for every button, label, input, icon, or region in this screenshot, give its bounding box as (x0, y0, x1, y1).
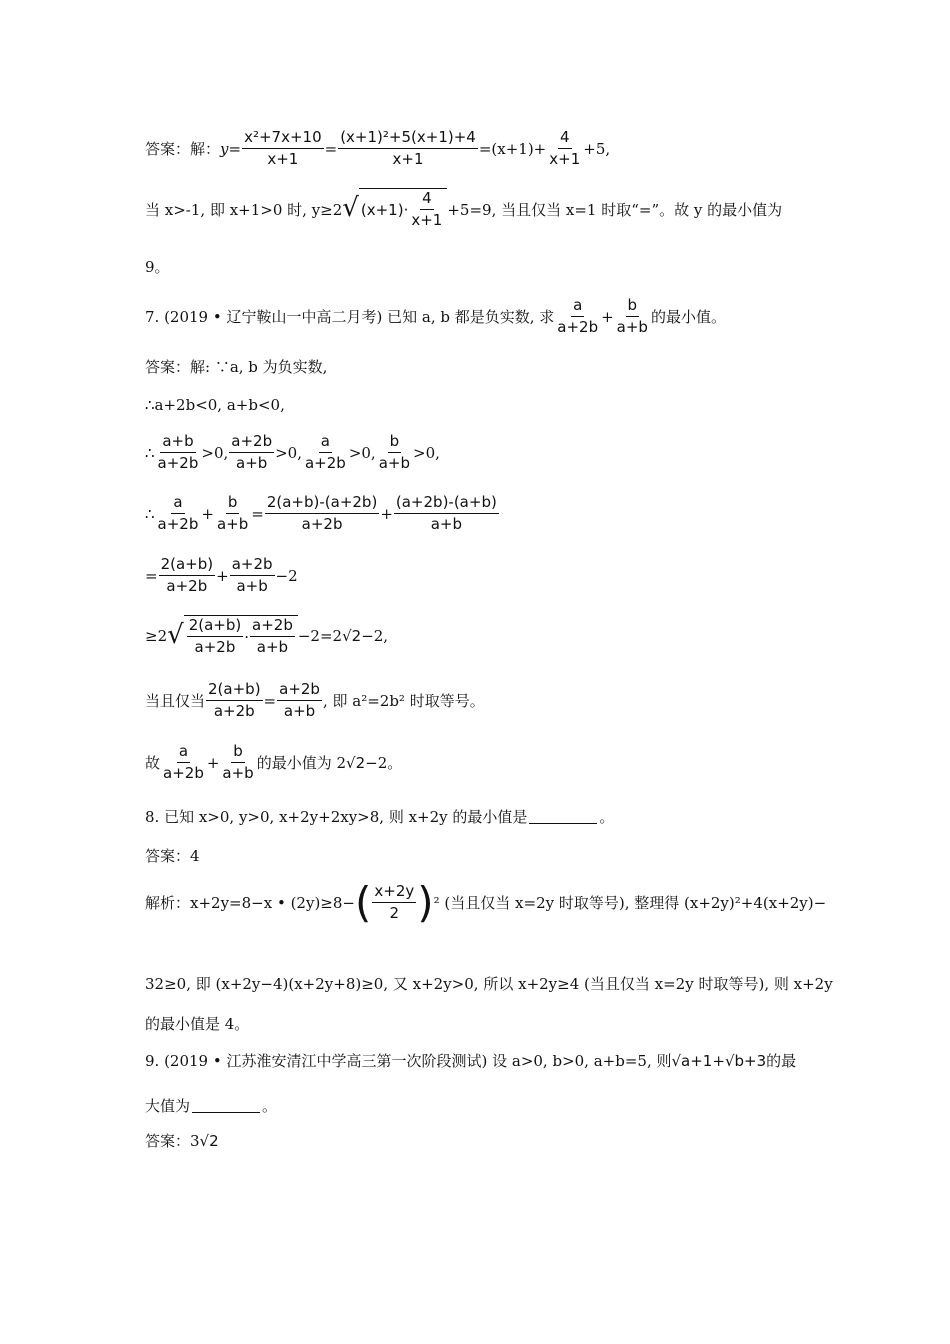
answer-line-q6-result (145, 256, 170, 277)
answer-line-q7-8 (145, 742, 402, 783)
text: +5=9, 当且仅当 x=1 时取“=”。故 y 的最小值为 (447, 200, 783, 219)
text: 7. (2019 • 辽宁鞍山一中高二月考) 已知 a, b 都是负实数, 求 (145, 308, 555, 326)
text: + (216, 566, 229, 585)
text: , 即 a²=2b² 时取等号。 (322, 692, 485, 710)
text: + (206, 753, 220, 772)
text: + (380, 504, 393, 523)
fraction: $\frac{(a+2b)-(a+b)}{a+b}$ (395, 493, 497, 533)
question-9 (145, 1050, 796, 1071)
text: =(x+1)+ (478, 139, 547, 158)
text: = (251, 504, 264, 523)
text: −2 (275, 566, 298, 585)
text: >0, (413, 443, 440, 462)
fraction: $\frac{a+2b}{a+b}$ (231, 555, 273, 595)
text: = (228, 139, 242, 158)
text: 。 (599, 808, 615, 826)
text: ∴a+2b<0, a+b<0, (145, 396, 285, 414)
text: 8. 已知 x>0, y>0, x+2y+2xy>8, 则 x+2y 的最小值是 (145, 808, 528, 826)
text: ∴ (145, 443, 155, 462)
text: = (145, 566, 158, 585)
fraction: $\frac{a+b}{a+2b}$ (157, 432, 199, 472)
answer-line-q7-4 (145, 493, 500, 534)
fraction: $\frac{2(a+b)}{a+2b}$ (208, 680, 261, 720)
analysis-q8-1 (145, 877, 827, 927)
fraction: $\frac{a+2b}{a+b}$ (279, 680, 320, 720)
text: 解析：x+2y=8−x • (2y)≥8− (145, 894, 355, 912)
fraction: $\frac{b}{a+b}$ (216, 493, 249, 533)
text: 答案：解： (145, 140, 221, 158)
fraction: $\frac{a}{a+2b}$ (557, 296, 599, 336)
answer-q8 (145, 845, 200, 866)
fraction: $\frac{a+2b}{a+b}$ (231, 432, 273, 472)
text: >0, (348, 443, 376, 462)
root-two: √2 (346, 753, 366, 772)
square-root: √ $\frac{2(a+b)}{a+2b}$ · $\frac{a+2b}{a+b}$ (167, 615, 298, 657)
text: = (263, 691, 277, 710)
text: >0, (275, 443, 302, 462)
cube-root-b: √b+3 (724, 1051, 767, 1070)
text: = (324, 139, 338, 158)
text: + (601, 307, 614, 326)
question-8 (145, 806, 614, 827)
answer-blank (192, 1098, 260, 1113)
text: +5, (583, 139, 611, 158)
left-paren: ( (354, 877, 372, 927)
fraction: $\frac{2(a+b)-(a+2b)}{a+2b}$ (266, 493, 378, 533)
text: 。 (262, 1097, 278, 1115)
text: 答案：3 (145, 1132, 200, 1150)
fraction: $\frac{a}{a+2b}$ (163, 742, 204, 782)
answer-line-q6-step2 (145, 188, 782, 230)
fraction: $\frac{\text{x²+7x+10}}{x+1}$ (244, 128, 322, 168)
text: 9. (2019 • 江苏淮安清江中学高三第一次阶段测试) 设 a>0, b>0, a+b=5, 则 (145, 1052, 672, 1070)
text: >0, (201, 443, 229, 462)
text: 故 (145, 754, 161, 772)
answer-line-q7-5 (145, 555, 298, 596)
question-7 (145, 296, 726, 337)
text: ² (当且仅当 x=2y 时取等号), 整理得 (x+2y)²+4(x+2y)− (433, 894, 827, 912)
text: −2, (361, 627, 389, 645)
text: 答案：解: ∵a, b 为负实数, (145, 358, 328, 376)
text: + (712, 1051, 725, 1070)
var: y (220, 139, 229, 158)
square-root: √ (x+1)· $\frac{4}{x+1}$ (342, 188, 447, 230)
answer-line-q6-step1 (145, 128, 610, 169)
fraction: $\frac{a}{a+2b}$ (304, 432, 346, 472)
root-two: √2 (342, 627, 362, 645)
fraction: $\frac{x+2y}{2}$ (374, 882, 415, 922)
answer-line-q7-1 (145, 356, 327, 377)
answer-line-q7-6 (145, 615, 388, 657)
text: 9。 (145, 258, 170, 276)
text: 答案：4 (145, 847, 200, 865)
answer-line-q7-7 (145, 680, 485, 721)
text: ∴ (145, 504, 155, 523)
fraction: $\frac{\text{(x+1)²+5(x+1)+4}}{x+1}$ (340, 128, 476, 168)
text: 当 x>-1, 即 x+1>0 时, y≥2 (145, 200, 343, 219)
fraction: $\frac{b}{a+b}$ (222, 742, 254, 782)
text: 的最小值是 4。 (145, 1015, 250, 1033)
text: 的最小值为 2 (256, 754, 347, 772)
fraction: $\frac{a}{a+2b}$ (157, 493, 199, 533)
answer-blank (529, 809, 597, 824)
text: 32≥0, 即 (x+2y−4)(x+2y+8)≥0, 又 x+2y>0, 所以 x+2y≥4 (当且仅当 x=2y 时取等号), 则 x+2y (145, 975, 833, 993)
answer-line-q7-2 (145, 396, 285, 414)
text: 大值为 (145, 1097, 191, 1115)
fraction: $\frac{b}{a+b}$ (378, 432, 410, 472)
text: 的最小值。 (650, 308, 726, 326)
text: −2。 (365, 754, 403, 772)
text: 的最 (766, 1052, 797, 1070)
right-paren: ) (417, 877, 434, 927)
root-two: √2 (199, 1131, 219, 1150)
fraction: $\frac{2(a+b)}{a+2b}$ (160, 555, 214, 595)
cube-root-a: √a+1 (671, 1051, 713, 1070)
answer-q9 (145, 1130, 219, 1151)
text: ≥2 (145, 627, 168, 645)
question-9-cont (145, 1095, 277, 1116)
answer-line-q7-3 (145, 432, 440, 473)
analysis-q8-3 (145, 1013, 249, 1034)
text: + (201, 504, 214, 523)
text: −2=2 (297, 627, 343, 645)
fraction: $\frac{b}{a+b}$ (616, 296, 648, 336)
analysis-q8-2 (145, 973, 833, 994)
text: 当且仅当 (145, 692, 206, 710)
fraction: $\frac{4}{x+1}$ (549, 128, 581, 168)
